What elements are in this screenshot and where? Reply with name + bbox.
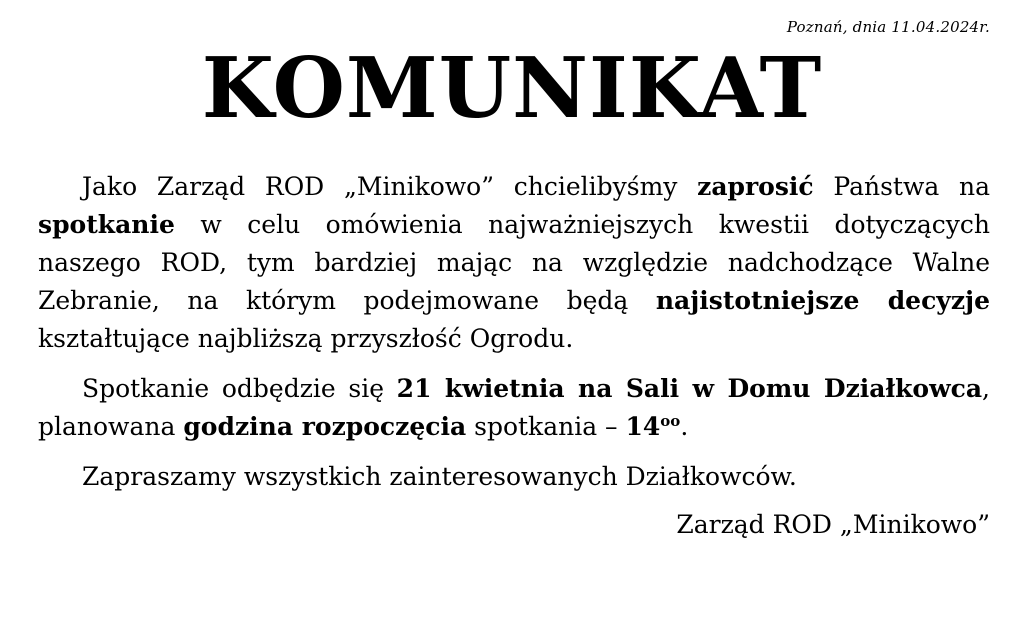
emphasis-text: godzina rozpoczęcia: [183, 412, 467, 441]
meeting-time-hour: 14: [625, 412, 661, 441]
paragraph-invitation: [38, 168, 990, 358]
text-segment: Państwa na: [813, 172, 990, 201]
announcement-body: [38, 168, 990, 544]
paragraph-closing: Zapraszamy wszystkich zainteresowanych Działkowców.: [82, 462, 797, 491]
emphasis-text: najistotniejsze decyzje: [655, 286, 990, 315]
page-title: KOMUNIKAT: [201, 39, 823, 137]
emphasis-text: zaprosić: [697, 172, 814, 201]
meeting-time: [626, 412, 681, 441]
text-segment: spotkania –: [466, 412, 626, 441]
date-line: Poznań, dnia 11.04.2024r.: [786, 18, 990, 36]
text-segment: kształtujące najbliższą przyszłość Ogrodu.: [38, 324, 574, 353]
text-segment: Jako Zarząd ROD „Minikowo” chcielibyśmy: [82, 172, 698, 201]
meeting-place: 21 kwietnia na Sali w Domu Działkowca: [396, 374, 983, 403]
text-segment: , planowana: [38, 374, 990, 441]
text-segment: .: [680, 412, 689, 441]
text-segment: w celu omówienia najważniejszych kwestii dotyczących naszego ROD, tym bardziej mając na względzie nadchodzące Walne Zebranie, na którym podejmowane będą: [38, 210, 990, 315]
text-segment: Spotkanie odbędzie się: [82, 374, 397, 403]
signature: Zarząd ROD „Minikowo”: [676, 510, 990, 539]
meeting-time-minutes: oo: [660, 412, 681, 430]
emphasis-text: spotkanie: [38, 210, 175, 239]
paragraph-meeting-details: [38, 370, 990, 446]
